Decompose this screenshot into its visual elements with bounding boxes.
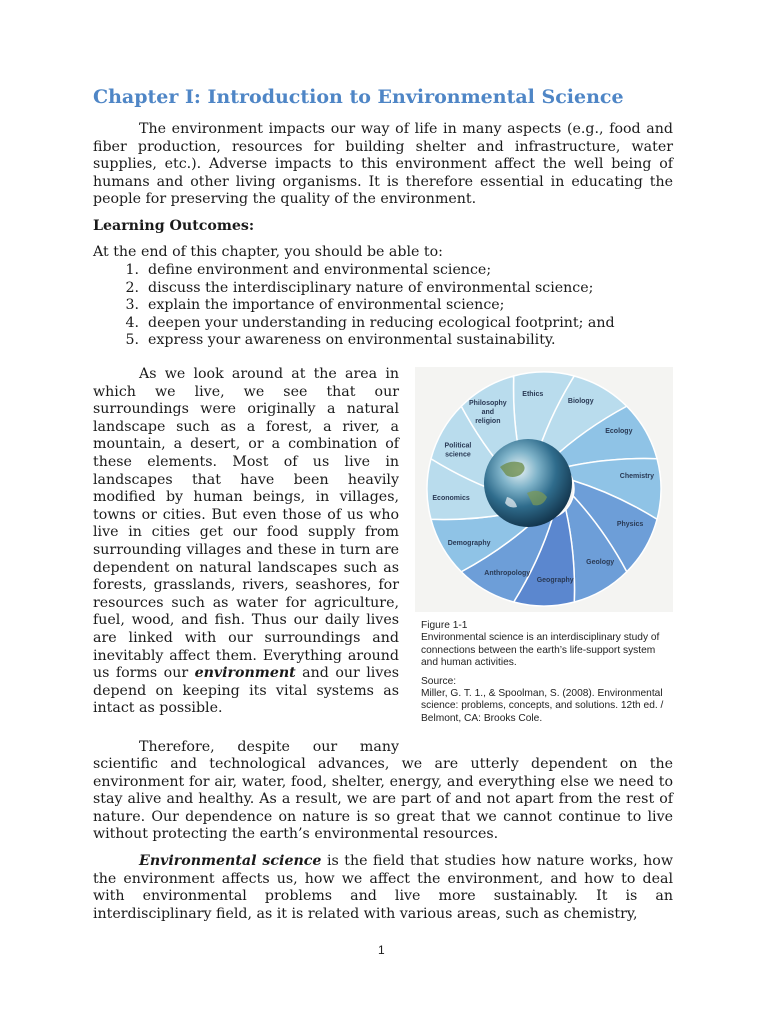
interdisciplinary-wheel-figure: [415, 367, 673, 612]
list-item: [93, 262, 615, 280]
wheel-label: Economics: [432, 495, 470, 503]
list-item: [93, 280, 615, 298]
look-around-text-2: and our lives depend on keeping its vital systems as intact as possible.: [93, 665, 400, 717]
look-around-paragraph: [93, 366, 399, 718]
learning-outcomes-heading: Learning Outcomes:: [93, 218, 255, 234]
list-text: express your awareness on environmental sustainability.: [148, 332, 556, 349]
page-title: Chapter I: Introduction to Environmental Science: [93, 86, 624, 108]
environmental-science-term: Environmental science: [139, 853, 322, 869]
caption-title: Figure 1-1: [421, 620, 468, 631]
therefore-paragraph: scientific and technological advances, we are utterly dependent on the environment for air, water, food, shelter, energy, and everything else we need to stay alive and healthy. As a result, we are part of and not apart from the rest of nature. Our dependence on nature is so great that we cannot continue to live without protecting the earth’s environmental resources.: [93, 756, 673, 843]
intro-paragraph: The environment impacts our way of life in many aspects (e.g., food and fiber production, resources for building shelter and infrastructure, water supplies, etc.). Adverse impacts to this environment affect the well being of humans and other living organisms. It is therefore essential in educating the people for preserving the quality of the environment.: [93, 121, 673, 208]
list-number: 4.: [125, 314, 139, 331]
list-text: discuss the interdisciplinary nature of environmental science;: [148, 279, 594, 296]
wheel-label: Chemistry: [619, 472, 655, 480]
figure-caption: [421, 620, 671, 725]
list-item: [93, 297, 615, 315]
look-around-text-1: As we look around at the area in which we live, we see that our surroundings were originally a natural landscape such as a forest, a river, a mountain, a desert, or a combination of these elements. Most of us live in landscapes that have been heavily modified by human beings, in villages, towns or cities. But even those of us who live in cities get our food supply from surrounding villages and these in turn are dependent on natural landscapes such as forests, grasslands, rivers, seashores, for resources such as water for agriculture, fuel, wood, and fish. Thus our daily lives are linked with our surroundings and inevitably affect them. Everything around us forms our: [93, 366, 399, 682]
environmental-science-paragraph: [93, 853, 673, 923]
wheel-label: Demography: [447, 540, 491, 548]
list-number: 1.: [125, 262, 139, 278]
caption-source-text: Miller, G. T. 1., & Spoolman, S. (2008). Environmental science: problems, concepts, and solutions. 12th ed. / Belmont, CA: Brooks Cole.: [421, 688, 664, 724]
wheel-label: Political science: [444, 442, 472, 459]
list-text: explain the importance of environmental science;: [148, 297, 505, 314]
wheel-label: Biology: [567, 397, 594, 405]
wheel-label: Geography: [536, 576, 574, 584]
list-number: 2.: [125, 279, 139, 296]
earth-globe-icon: [484, 439, 572, 527]
list-number: 5.: [125, 332, 139, 349]
wheel-label: Geology: [586, 558, 615, 566]
page-number: 1: [378, 943, 385, 957]
environmental-science-text: is the field that studies how nature works, how the environment affects us, how we affect the environment, and how to deal with environmental problems and live more sustainably. It is an interdisciplinary field, as it is related with various areas, such as chemistry,: [93, 853, 673, 922]
list-text: define environment and environmental science;: [148, 262, 492, 278]
list-number: 3.: [125, 297, 139, 314]
learning-outcomes-list: [93, 262, 615, 350]
wheel-label: Ethics: [522, 391, 544, 399]
list-item: [93, 315, 615, 333]
caption-source-label: Source:: [421, 675, 457, 687]
wheel-label: Ecology: [605, 427, 633, 435]
environment-emphasis: environment: [194, 665, 296, 682]
caption-text: Environmental science is an interdisciplinary study of connections between the earth’s life-support system and human activities.: [421, 632, 660, 669]
list-item: [93, 332, 615, 350]
wheel-label: Philosophy and religion: [468, 400, 507, 426]
therefore-first-line: Therefore, despite our many: [139, 739, 399, 755]
list-text: deepen your understanding in reducing ecological footprint; and: [148, 314, 615, 331]
wheel-label: Physics: [616, 520, 644, 528]
wheel-label: Anthropology: [484, 570, 531, 578]
learning-outcomes-intro: At the end of this chapter, you should be able to:: [93, 244, 443, 260]
